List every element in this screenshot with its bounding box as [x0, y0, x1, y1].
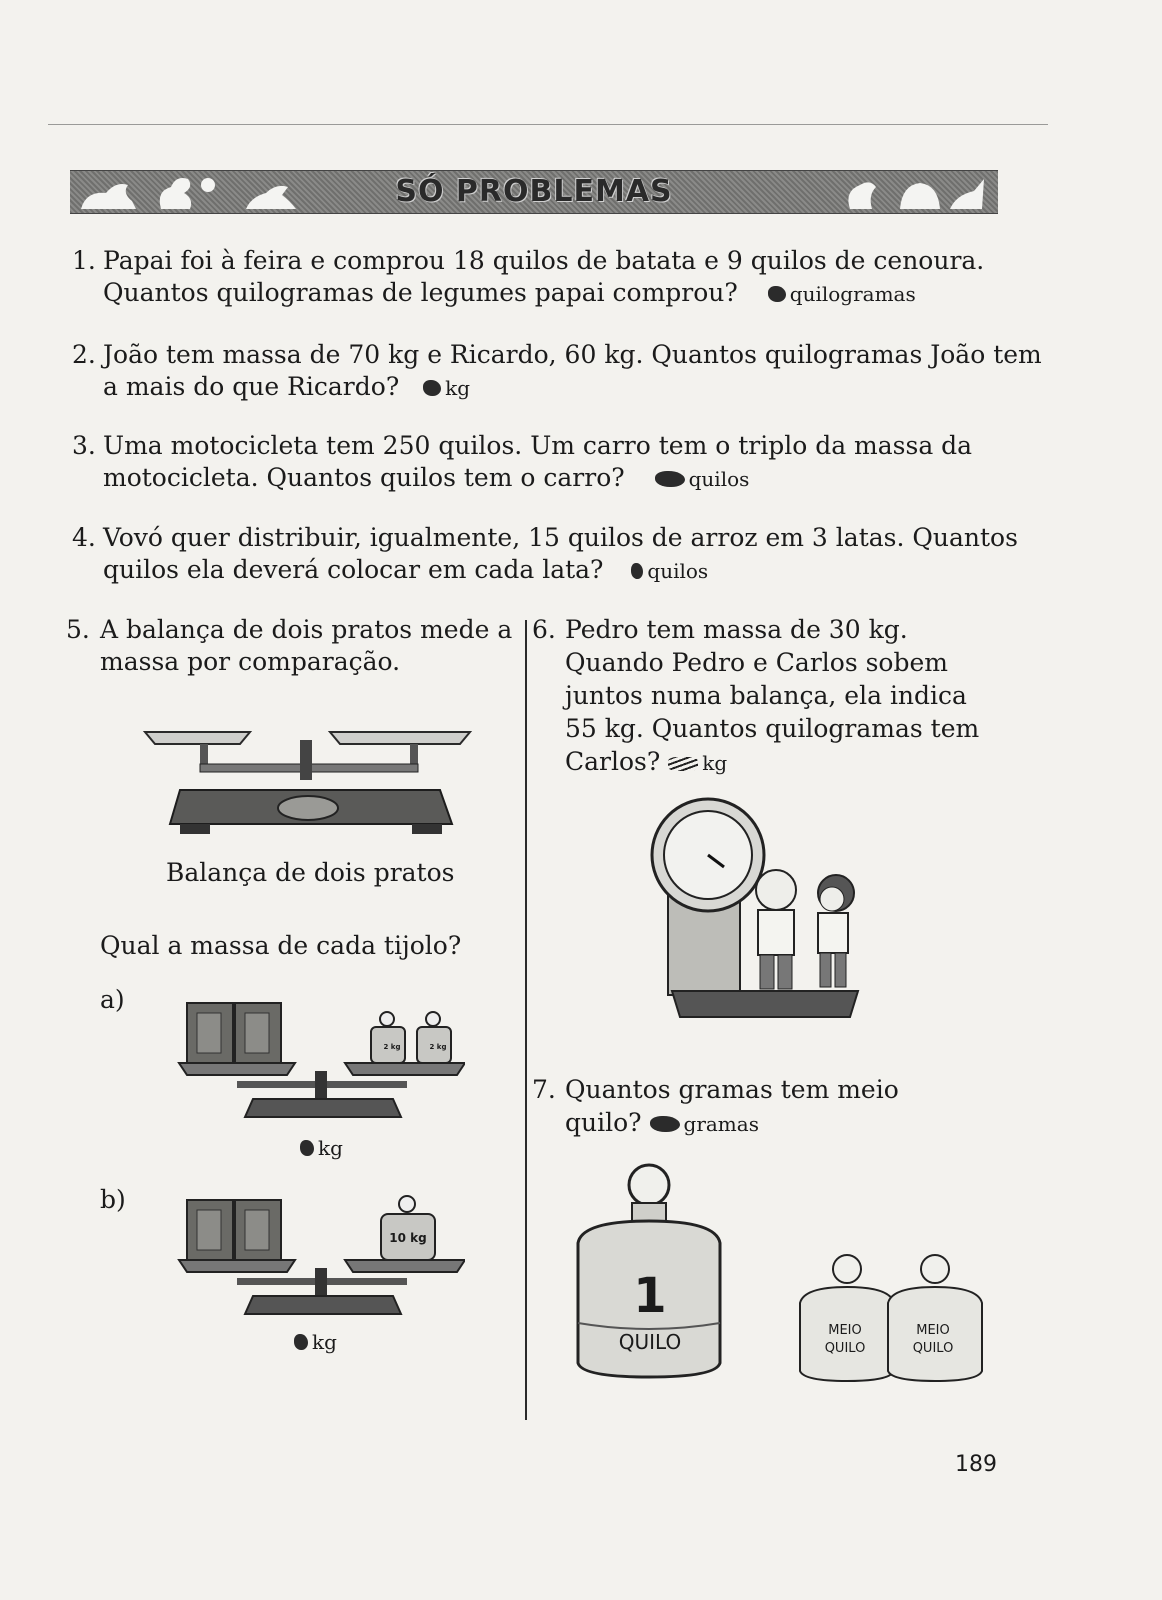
problem-3 [72, 430, 1072, 492]
problem-1 [72, 245, 1072, 307]
answer-blot-icon [300, 1140, 314, 1156]
problem-7 [532, 1074, 982, 1137]
answer-blot-icon [655, 471, 685, 487]
problem-6-unit: kg [702, 751, 728, 775]
problem-4-line2: quilos ela deverá colocar em cada lata? [103, 555, 604, 584]
weight-a1-label: 2 kg [383, 1043, 401, 1051]
problem-2-number: 2. [72, 340, 96, 369]
problem-3-number: 3. [72, 431, 96, 460]
answer-blot-icon [768, 286, 786, 302]
answer-blot-icon [650, 1116, 680, 1132]
problem-7-unit: gramas [683, 1112, 759, 1136]
problem-6-line3: juntos numa balança, ela indica [565, 681, 967, 710]
problem-7-line1: Quantos gramas tem meio [565, 1075, 899, 1104]
item-b-label: b) [100, 1185, 126, 1214]
problem-1-line2: Quantos quilogramas de legumes papai comprou? [103, 278, 738, 307]
brick-question: Qual a massa de cada tijolo? [100, 931, 462, 960]
problem-4-line1: Vovó quer distribuir, igualmente, 15 quilos de arroz em 3 latas. Quantos [103, 523, 1018, 552]
animal-silhouettes-right-icon [760, 171, 990, 213]
answer-blot-icon [294, 1334, 308, 1350]
bathroom-scale-kids-illustration [628, 795, 878, 1035]
problem-5 [66, 614, 516, 676]
problem-5-line1: A balança de dois pratos mede a [100, 615, 513, 644]
top-rule [48, 124, 1048, 125]
half-weight-2-line1: MEIO [916, 1323, 950, 1338]
banner-title: SÓ PROBLEMAS [395, 174, 673, 209]
problem-6-line2: Quando Pedro e Carlos sobem [565, 648, 948, 677]
problem-7-line2: quilo? [565, 1108, 642, 1137]
problem-2-line1: João tem massa de 70 kg e Ricardo, 60 kg. Quantos quilogramas João tem [103, 340, 1042, 369]
problem-2 [72, 339, 1072, 401]
scale-a-illustration [175, 995, 465, 1125]
balance-scale-illustration [140, 720, 480, 840]
problem-5-number: 5. [66, 615, 90, 644]
problem-2-line2: a mais do que Ricardo? [103, 372, 400, 401]
problem-3-unit: quilos [688, 467, 750, 491]
answer-blot-icon [631, 563, 643, 579]
problem-6 [532, 614, 982, 776]
big-weight-number: 1 [633, 1268, 667, 1324]
problem-1-number: 1. [72, 246, 96, 275]
answer-scribble-icon [668, 757, 698, 771]
half-weight-2-line2: QUILO [912, 1341, 954, 1356]
half-weight-1-line2: QUILO [824, 1341, 866, 1356]
problem-6-line4: 55 kg. Quantos quilogramas tem [565, 714, 980, 743]
big-weight-label: QUILO [618, 1330, 682, 1354]
problem-6-number: 6. [532, 615, 556, 644]
problem-3-line1: Uma motocicleta tem 250 quilos. Um carro tem o triplo da massa da [103, 431, 973, 460]
answer-b [294, 1330, 337, 1354]
problem-2-unit: kg [445, 376, 471, 400]
balance-caption: Balança de dois pratos [166, 858, 455, 887]
problem-4-number: 4. [72, 523, 96, 552]
page-number: 189 [955, 1452, 997, 1477]
problem-1-line1: Papai foi à feira e comprou 18 quilos de batata e 9 quilos de cenoura. [103, 246, 985, 275]
answer-b-unit: kg [312, 1330, 337, 1354]
problem-4-unit: quilos [647, 559, 709, 583]
half-weight-2-label [888, 1322, 978, 1358]
scale-b-illustration [175, 1192, 465, 1322]
problem-4 [72, 522, 1072, 584]
half-weight-1-label [800, 1322, 890, 1358]
weight-b-label: 10 kg [389, 1231, 427, 1245]
section-banner [70, 170, 998, 214]
problem-3-line2: motocicleta. Quantos quilos tem o carro? [103, 463, 625, 492]
problem-6-line5: Carlos? [565, 747, 661, 776]
half-weight-1-line1: MEIO [828, 1323, 862, 1338]
problem-1-unit: quilogramas [789, 282, 916, 306]
problem-7-number: 7. [532, 1075, 556, 1104]
column-divider [525, 620, 527, 1420]
answer-blot-icon [423, 380, 441, 396]
weight-a2-label: 2 kg [429, 1043, 447, 1051]
problem-6-line1: Pedro tem massa de 30 kg. [565, 615, 908, 644]
answer-a [300, 1136, 343, 1160]
item-a-label: a) [100, 985, 125, 1014]
problem-5-line2: massa por comparação. [100, 647, 401, 676]
answer-a-unit: kg [318, 1136, 343, 1160]
